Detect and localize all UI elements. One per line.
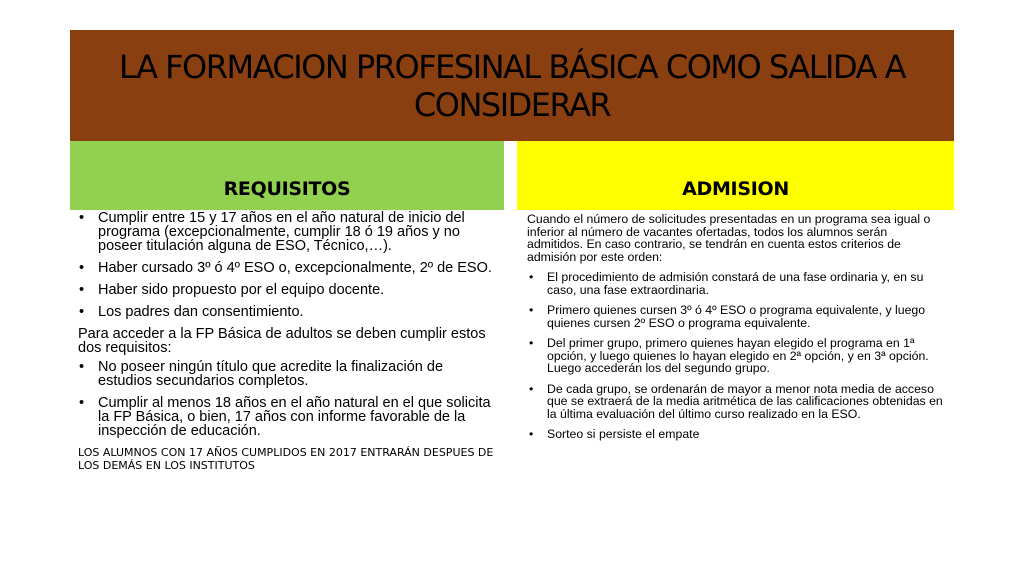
- admision-item: • Sorteo si persiste el empate: [527, 428, 944, 441]
- slide-title: LA FORMACION PROFESINAL BÁSICA COMO SALIDA A CONSIDERAR: [119, 47, 905, 124]
- adults-intro: Para acceder a la FP Básica de adultos se deben cumplir estos dos requisitos:: [78, 326, 486, 356]
- requisitos-header: [70, 141, 504, 210]
- adults-requisitos-item: • Cumplir al menos 18 años en el año natural en el que solicita la FP Básica, o bien, 17 años con informe favorable de la inspección de educación.: [78, 396, 496, 438]
- requisitos-note: LOS ALUMNOS CON 17 AÑOS CUMPLIDOS EN 2017 ENTRARÁN DESPUES DE LOS DEMÁS EN LOS INSTITUTOS: [78, 446, 494, 472]
- admision-column: [517, 211, 954, 449]
- requisitos-header-label: REQUISITOS: [223, 178, 351, 200]
- requisitos-column: [70, 211, 504, 472]
- admision-item: • Del primer grupo, primero quienes hayan elegido el programa en 1ª opción, y luego quienes lo hayan elegido en 2ª opción, y en 3ª opción. Luego accederán los del segundo grupo.: [527, 337, 944, 375]
- admision-intro: Cuando el número de solicitudes presentadas en un programa sea igual o inferior al número de vacantes ofertadas, todos los alumnos serán admitidos. En caso contrario, se tendrán en cuenta estos criterios de admisión por este orden:: [527, 212, 931, 264]
- admision-item: • El procedimiento de admisión constará de una fase ordinaria y, en su caso, una fase extraordinaria.: [527, 271, 944, 296]
- admision-header: [517, 141, 954, 210]
- adults-requisitos-item: • No poseer ningún título que acredite la finalización de estudios secundarios completos.: [78, 360, 496, 388]
- requisitos-item: • Los padres dan consentimiento.: [78, 305, 496, 319]
- admision-list: [527, 271, 944, 441]
- admision-header-label: ADMISION: [682, 178, 789, 200]
- title-banner: [70, 30, 954, 141]
- requisitos-item: • Haber sido propuesto por el equipo docente.: [78, 283, 496, 297]
- requisitos-list: [78, 211, 496, 319]
- admision-item: • De cada grupo, se ordenarán de mayor a menor nota media de acceso que se extraerá de la media aritmética de las calificaciones obtenidas en la última evaluación del último curso realizado en la ESO.: [527, 383, 944, 421]
- requisitos-item: • Cumplir entre 15 y 17 años en el año natural de inicio del programa (excepcionalmente, cumplir 18 ó 19 años y no poseer titulación alguna de ESO, Técnico,…).: [78, 211, 496, 253]
- admision-item: • Primero quienes cursen 3º ó 4º ESO o programa equivalente, y luego quienes cursen 2º ESO o programa equivalente.: [527, 304, 944, 329]
- requisitos-item: • Haber cursado 3º ó 4º ESO o, excepcionalmente, 2º de ESO.: [78, 261, 496, 275]
- adults-requisitos-list: [78, 360, 496, 438]
